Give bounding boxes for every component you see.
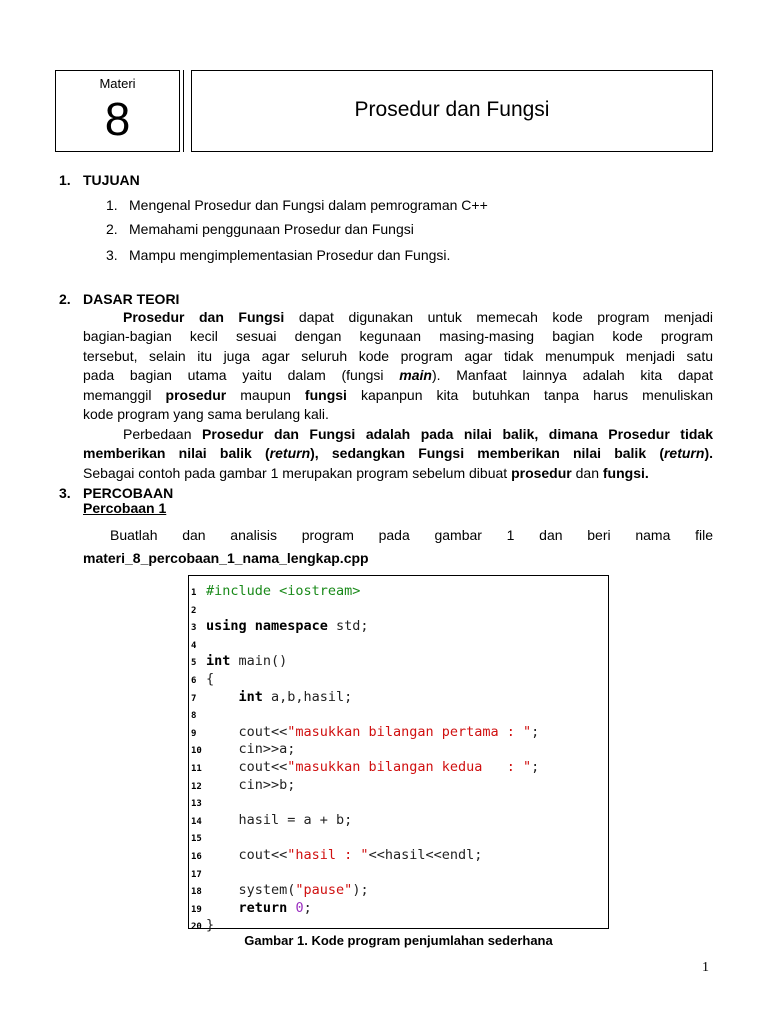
code-line [191, 668, 214, 686]
section-3-heading: PERCOBAAN [83, 485, 174, 501]
code-line-number: 19 [191, 904, 202, 915]
dasar-teori-paragraph-2: Perbedaan Prosedur dan Fungsi adalah pada nilai balik, dimana Prosedur tidak memberikan nilai balik (return), sedangkan Fungsi memberikan nilai balik (return). Sebagai contoh pada gambar 1 merupakan program sebelum dibuat prosedur dan fungsi. [83, 426, 713, 481]
code-line [191, 721, 539, 739]
page-title: Prosedur dan Fungsi [354, 98, 550, 121]
code-line-number: 12 [191, 781, 202, 792]
code-text: using namespace std; [206, 618, 369, 635]
code-line-number: 17 [191, 869, 202, 880]
tujuan-item-3-num: 3. [106, 247, 118, 263]
code-line [191, 686, 352, 704]
tujuan-item-3: Mampu mengimplementasian Prosedur dan Fungsi. [129, 247, 451, 263]
percobaan-filename: materi_8_percobaan_1_nama_lengkap.cpp [83, 550, 369, 566]
code-line-number: 20 [191, 922, 202, 933]
code-line [191, 580, 360, 598]
code-line [191, 756, 539, 774]
section-2-number: 2. [59, 291, 71, 307]
code-line-number: 10 [191, 746, 202, 757]
code-line [191, 703, 206, 721]
code-text: { [206, 671, 215, 687]
code-figure [188, 575, 609, 934]
code-line-number: 15 [191, 834, 202, 845]
title-box [191, 70, 713, 152]
percobaan-1-subheading: Percobaan 1 [83, 500, 167, 516]
code-line [191, 791, 206, 809]
section-3-number: 3. [59, 485, 71, 501]
code-text: int main() [206, 653, 288, 670]
code-line [191, 650, 287, 668]
code-line-number: 3 [191, 623, 197, 634]
code-line-number: 1 [191, 588, 197, 598]
code-line-number: 5 [191, 658, 197, 669]
code-line-number: 4 [191, 640, 197, 651]
code-text: hasil = a + b; [206, 811, 353, 828]
code-line-number: 8 [191, 711, 197, 722]
code-text: } [206, 917, 215, 934]
tujuan-item-2: Memahami penggunaan Prosedur dan Fungsi [129, 221, 414, 237]
page-number: 1 [702, 960, 709, 975]
materi-box [55, 70, 180, 152]
code-line [191, 862, 206, 880]
materi-label: Materi [99, 76, 136, 91]
code-text: cout<<"hasil : "<<hasil<<endl; [206, 847, 483, 863]
figure-caption: Gambar 1. Kode program penjumlahan sederhana [244, 933, 553, 948]
code-line-number: 18 [191, 887, 202, 898]
code-line-number: 7 [191, 693, 197, 704]
code-line-number: 11 [191, 764, 202, 774]
section-1-heading: TUJUAN [83, 172, 140, 188]
dasar-teori-paragraph-1: Prosedur dan Fungsi dapat digunakan untuk memecah kode program menjadi bagian-bagian kecil sesuai dengan kegunaan masing-masing bagian kode program tersebut, selain itu juga agar seluruh kode program agar tidak menumpuk menjadi satu pada bagian utama yaitu dalam (fungsi main). Manfaat lainnya adalah kita dapat memanggil prosedur maupun fungsi kapanpun kita butuhkan tanpa harus menuliskan kode program yang sama berulang kali. [83, 309, 714, 423]
code-line [191, 844, 482, 862]
code-text: cin>>a; [206, 741, 296, 758]
code-text: cin>>b; [206, 776, 296, 793]
code-line [191, 809, 352, 827]
code-line [191, 914, 214, 932]
tujuan-item-1-num: 1. [106, 197, 118, 213]
code-line [191, 615, 369, 633]
tujuan-item-2-num: 2. [106, 221, 118, 237]
code-line [191, 774, 295, 792]
code-line-number: 2 [191, 605, 197, 616]
code-line [191, 826, 206, 844]
code-line-number: 6 [191, 676, 197, 686]
code-text: return 0; [238, 899, 312, 916]
section-2-heading: DASAR TEORI [83, 291, 180, 307]
code-line [191, 633, 206, 651]
code-line [191, 879, 369, 897]
code-line-number: 14 [191, 816, 202, 827]
code-line-number: 13 [191, 799, 202, 810]
code-line [191, 738, 295, 756]
percobaan-instruction: Buatlah dan analisis program pada gambar 1 dan beri nama file [110, 527, 713, 543]
code-text: system("pause"); [206, 882, 369, 899]
code-line [191, 897, 312, 915]
code-text: cout<<"masukkan bilangan pertama : "; [206, 723, 540, 740]
section-1-number: 1. [59, 172, 71, 188]
code-text: cout<<"masukkan bilangan kedua : "; [206, 759, 540, 775]
tujuan-item-1: Mengenal Prosedur dan Fungsi dalam pemrograman C++ [129, 197, 488, 213]
materi-number: 8 [104, 93, 131, 145]
code-line [191, 598, 206, 616]
code-text: int a,b,hasil; [238, 688, 353, 705]
code-line-number: 16 [191, 852, 202, 862]
code-line-number: 9 [191, 728, 197, 739]
code-text: #include <iostream> [206, 583, 361, 599]
